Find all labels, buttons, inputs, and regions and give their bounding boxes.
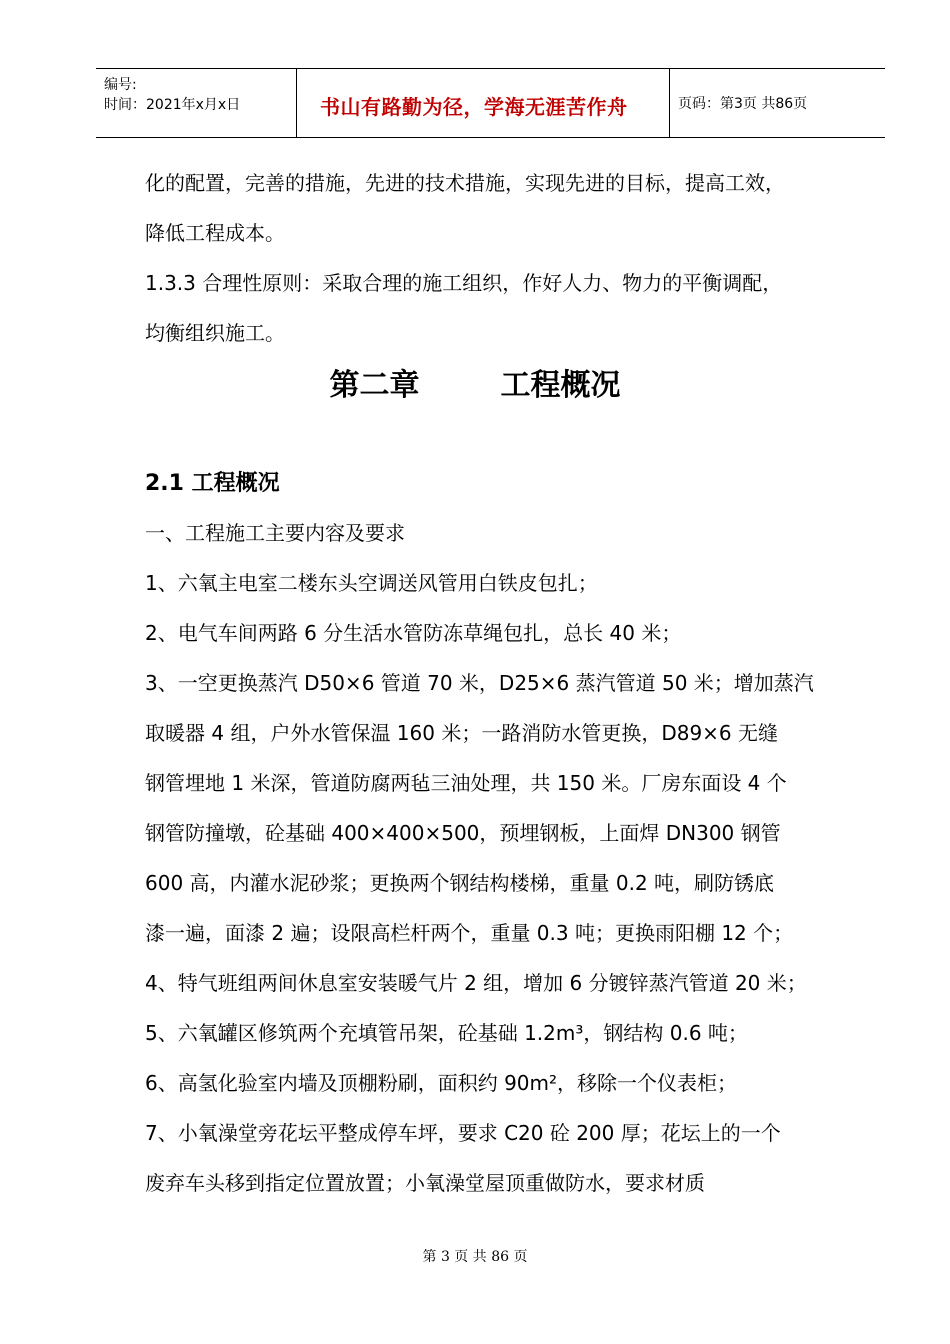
chapter-heading [0,360,950,404]
header-meta [104,75,240,115]
text-line: 7、小氧澡堂旁花坛平整成停车坪，要求 C20 砼 200 厚；花坛上的一个 [145,1121,781,1145]
text-line: 1.3.3 合理性原则：采取合理的施工组织，作好人力、物力的平衡调配， [145,271,783,295]
content-paragraph [145,508,865,1208]
text-line: 降低工程成本。 [145,221,285,245]
header-motto: 书山有路勤为径，学海无涯苦作舟 [320,95,628,119]
text-line: 废弃车头移到指定位置放置；小氧澡堂屋顶重做防水，要求材质 [145,1171,705,1195]
text-line: 3、一空更换蒸汽 D50×6 管道 70 米，D25×6 蒸汽管道 50 米；增加蒸汽 [145,671,814,695]
text-line: 钢管防撞墩，砼基础 400×400×500，预埋钢板，上面焊 DN300 钢管 [145,821,781,845]
chapter-number: 第二章 [329,368,420,403]
document-time: 时间：2021年x月x日 [104,97,241,113]
page-footer: 第 3 页 共 86 页 [422,1249,528,1265]
text-line: 化的配置，完善的措施，先进的技术措施，实现先进的目标，提高工效， [145,171,785,195]
text-line: 4、特气班组两间休息室安装暖气片 2 组，增加 6 分镀锌蒸汽管道 20 米； [145,971,807,995]
text-line: 5、六氧罐区修筑两个充填管吊架，砼基础 1.2m³，钢结构 0.6 吨； [145,1021,748,1045]
page-header [96,68,885,138]
header-page-info: 页码：第3页 共86页 [678,96,808,112]
text-line: 漆一遍，面漆 2 遍；设限高栏杆两个，重量 0.3 吨；更换雨阳棚 12 个； [145,921,794,945]
text-line: 2、电气车间两路 6 分生活水管防冻草绳包扎，总长 40 米； [145,621,682,645]
header-divider [669,69,670,137]
document-number-label: 编号: [104,77,137,93]
text-line: 一、工程施工主要内容及要求 [145,521,405,545]
text-line: 均衡组织施工。 [145,321,285,345]
intro-paragraph [145,158,865,358]
text-line: 6、高氢化验室内墙及顶棚粉刷，面积约 90m²，移除一个仪表柜； [145,1071,738,1095]
text-line: 1、六氧主电室二楼东头空调送风管用白铁皮包扎； [145,571,598,595]
header-divider [296,69,297,137]
text-line: 钢管埋地 1 米深，管道防腐两毡三油处理，共 150 米。厂房东面设 4 个 [145,771,787,795]
chapter-title: 工程概况 [500,368,621,403]
text-line: 取暖器 4 组，户外水管保温 160 米；一路消防水管更换，D89×6 无缝 [145,721,779,745]
section-heading: 2.1 工程概况 [145,471,280,496]
text-line: 600 高，内灌水泥砂浆；更换两个钢结构楼梯，重量 0.2 吨，刷防锈底 [145,871,775,895]
